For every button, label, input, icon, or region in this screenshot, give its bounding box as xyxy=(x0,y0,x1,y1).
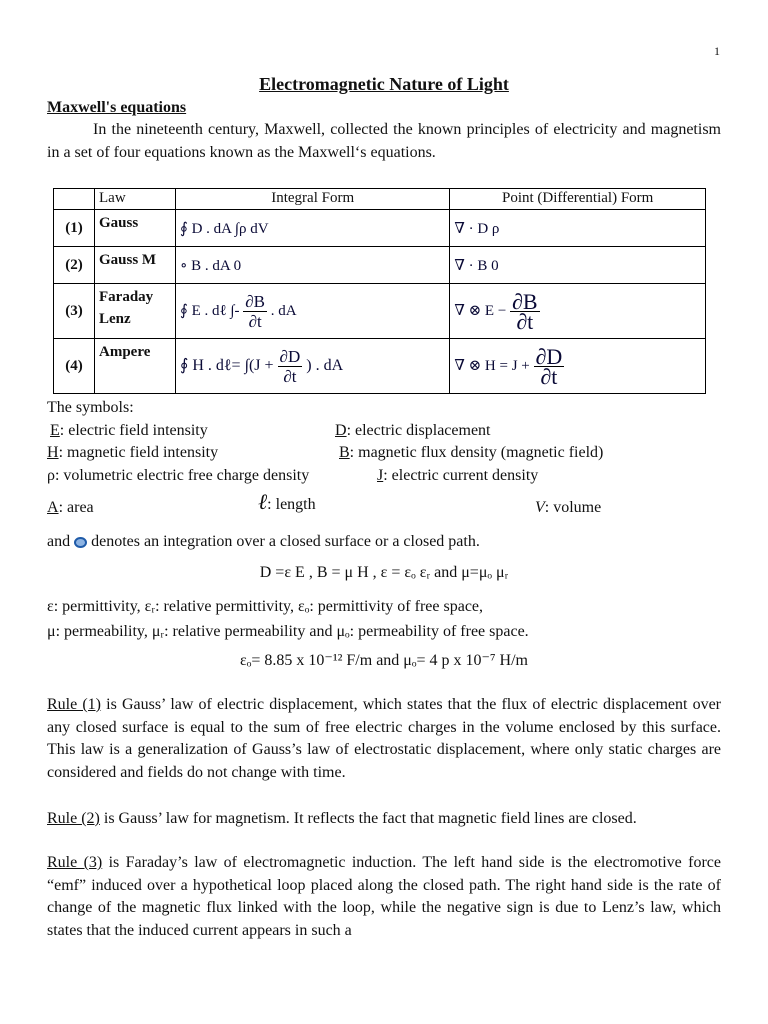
differential-pre: ∇ ⊗ E − xyxy=(454,302,507,319)
symbol-D: D: electric displacement xyxy=(335,422,491,439)
row-number: (4) xyxy=(54,339,95,394)
integral-form xyxy=(176,284,450,339)
symbol-V: V: volume xyxy=(535,499,602,516)
integral-pre: ∮ H . dℓ= ∫(J + xyxy=(180,356,274,374)
rule2-paragraph: Rule (2) is Gauss’ law for magnetism. It reflects the fact that magnetic field lines are closed. xyxy=(47,810,637,827)
symbol-A: A: area xyxy=(47,499,94,516)
permittivity-line: ε: permittivity, εᵣ: relative permittivity, εₒ: permittivity of free space, xyxy=(47,598,484,615)
integral-post: ) . dA xyxy=(306,356,344,374)
page-number: 1 xyxy=(714,44,720,58)
symbol-l: ℓ: length xyxy=(258,489,316,514)
symbol-H: H: magnetic field intensity xyxy=(47,444,219,461)
closed-integral-icon xyxy=(74,537,87,548)
table-row xyxy=(54,284,706,339)
symbol-B: B: magnetic flux density (magnetic field) xyxy=(339,444,604,461)
table-row xyxy=(54,210,706,247)
law-name: Gauss M xyxy=(95,247,176,284)
constants-line: εₒ= 8.85 x 10⁻¹² F/m and μₒ= 4 p x 10⁻⁷ H/m xyxy=(240,652,528,669)
fraction xyxy=(510,288,540,334)
table-row xyxy=(54,339,706,394)
table-header-law: Law xyxy=(95,189,176,210)
integral-post: . dA xyxy=(270,302,297,319)
fraction-numerator: ∂B xyxy=(512,288,538,314)
symbol-J: J: electric current density xyxy=(377,467,539,484)
symbol-rho: ρ: volumetric electric free charge density xyxy=(47,467,310,484)
section-heading: Maxwell's equations xyxy=(47,99,187,116)
differential-form xyxy=(450,284,706,339)
closed-integral-note: and denotes an integration over a closed surface or a closed path. xyxy=(47,533,480,550)
differential-pre: ∇ ⊗ H = J + xyxy=(454,357,530,374)
fraction xyxy=(278,347,303,386)
fraction-denominator: ∂t xyxy=(516,308,534,334)
law-name: Ampere xyxy=(95,339,176,394)
symbol-E: E: electric field intensity xyxy=(50,422,208,439)
fraction-numerator: ∂D xyxy=(279,346,301,366)
table-row xyxy=(54,247,706,284)
table-header-integral: Integral Form xyxy=(176,189,450,210)
differential-form: ∇ · B 0 xyxy=(450,247,706,284)
page-title: Electromagnetic Nature of Light xyxy=(259,74,509,94)
symbols-heading: The symbols: xyxy=(47,399,134,416)
table-header-row xyxy=(54,189,706,210)
table-header-differential: Point (Differential) Form xyxy=(450,189,706,210)
maxwell-equations-table xyxy=(53,188,706,394)
table-header-blank xyxy=(54,189,95,210)
row-number: (2) xyxy=(54,247,95,284)
differential-form: ∇ · D ρ xyxy=(450,210,706,247)
row-number: (1) xyxy=(54,210,95,247)
integral-form xyxy=(176,339,450,394)
rule3-paragraph: Rule (3) is Faraday’s law of electromagnetic induction. The left hand side is the electromotive force “emf” induced over a hypothetical loop placed along the closed path. The right hand side is the rate of change of the magnetic flux linked with the loop, while the negative sign is due to Lenz’s law, which states that the induced current appears in such a xyxy=(47,854,721,939)
fraction xyxy=(534,343,565,389)
fraction-denominator: ∂t xyxy=(248,311,262,331)
relations-line: D =ε E , B = μ H , ε = εₒ εᵣ and μ=μₒ μᵣ xyxy=(259,564,509,581)
intro-paragraph: In the nineteenth century, Maxwell, collected the known principles of electricity and magnetism in a set of four equations known as the Maxwell‘s equations. xyxy=(47,121,721,161)
integral-form: ∘ B . dA 0 xyxy=(176,247,450,284)
fraction-denominator: ∂t xyxy=(540,363,558,389)
law-name-line2: Lenz xyxy=(99,311,131,327)
fraction-denominator: ∂t xyxy=(283,366,297,386)
law-name xyxy=(95,284,176,339)
law-name: Gauss xyxy=(95,210,176,247)
fraction-numerator: ∂B xyxy=(245,291,266,311)
differential-form xyxy=(450,339,706,394)
fraction-numerator: ∂D xyxy=(535,343,563,369)
rule1-paragraph: Rule (1) is Gauss’ law of electric displacement, which states that the flux of electric displacement over any closed surface is equal to the sum of free electric charges in the volume enclosed by this surface. This law is a generalization of Gauss’s law of electrostatic displacement, where only static charges are considered and fields do not change with time. xyxy=(47,696,722,781)
integral-pre: ∮ E . dℓ ∫- xyxy=(180,302,240,319)
permeability-line: μ: permeability, μᵣ: relative permeability and μₒ: permeability of free space. xyxy=(47,623,529,640)
fraction xyxy=(243,292,267,331)
row-number: (3) xyxy=(54,284,95,339)
integral-form: ∮ D . dA ∫ρ dV xyxy=(176,210,450,247)
law-name-line1: Faraday xyxy=(99,289,154,305)
